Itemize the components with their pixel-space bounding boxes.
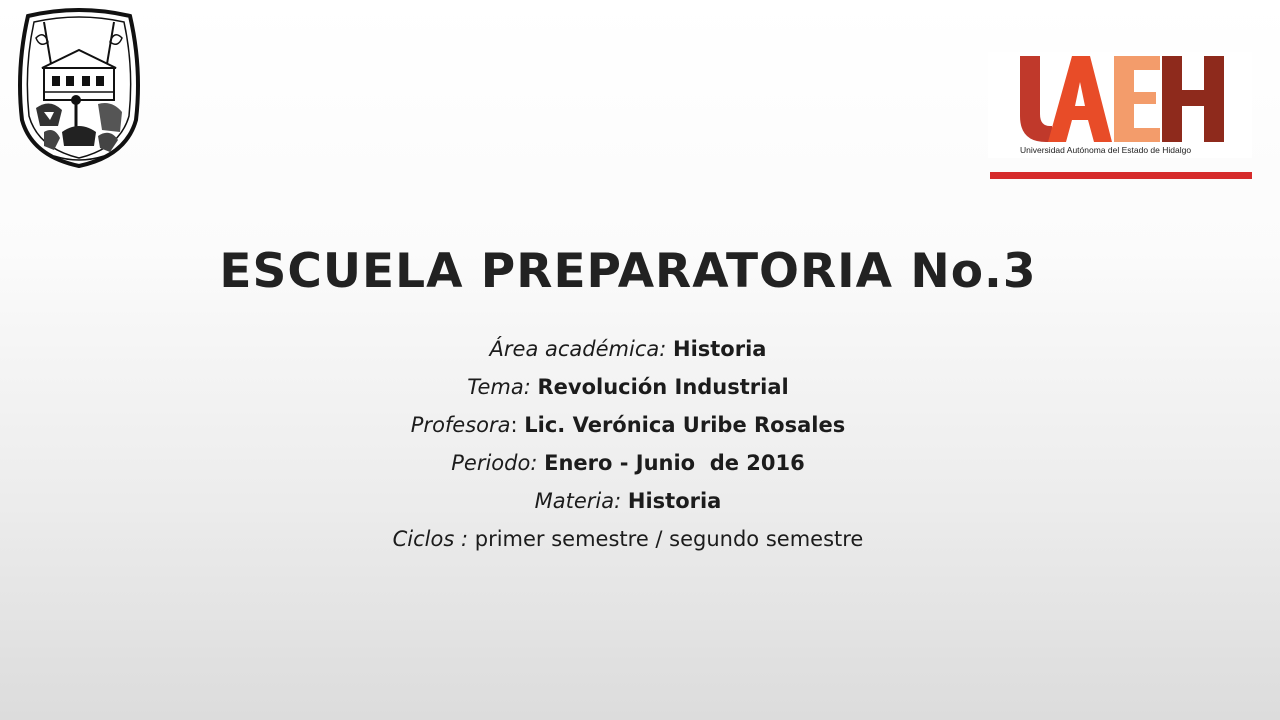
detail-materia: Materia: Historia: [534, 489, 722, 513]
detail-periodo: Periodo: Enero - Junio de 2016: [451, 451, 805, 475]
logo-subtitle: Universidad Autónoma del Estado de Hidalgo: [1020, 145, 1192, 155]
detail-area: Área académica: Historia: [489, 337, 767, 361]
detail-profesora: Profesora: Lic. Verónica Uribe Rosales: [410, 413, 846, 437]
university-seal-icon: [14, 8, 144, 170]
page-title: ESCUELA PREPARATORIA No.3: [219, 244, 1037, 299]
uaeh-logo-icon: [988, 52, 1252, 182]
details-block: [0, 330, 1256, 558]
detail-ciclos: Ciclos : primer semestre / segundo semestre: [392, 527, 864, 551]
detail-tema: Tema: Revolución Industrial: [467, 375, 789, 399]
